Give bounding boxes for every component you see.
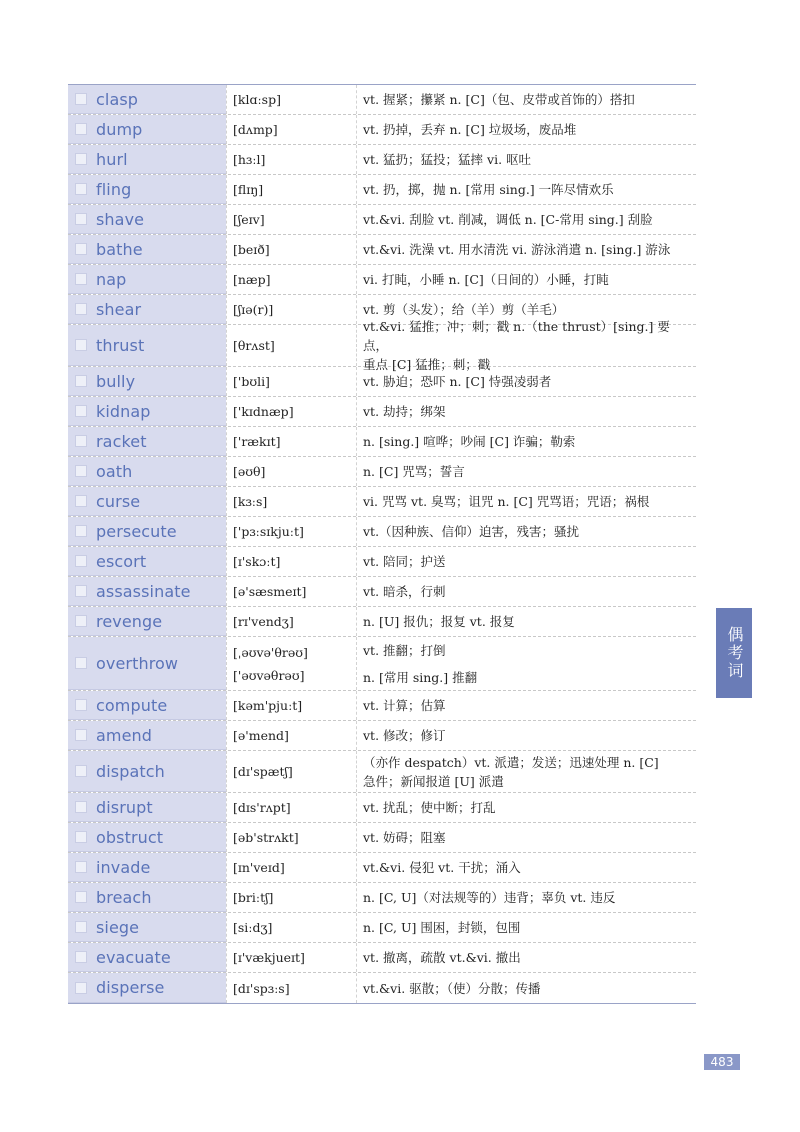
vocab-row-overthrow [68, 637, 696, 691]
phonetic-cell [226, 145, 356, 174]
definition-continued: n. [常用 sing.] 推翻 [363, 669, 478, 685]
phonetic: [rɪ'vendʒ] [233, 614, 294, 629]
definition: vt. 撤离，疏散 vt.&vi. 撤出 [363, 950, 521, 965]
word-cell [68, 367, 226, 396]
definition: n. [sing.] 喧哗；吵闹 [C] 诈骗；勒索 [363, 434, 576, 449]
checkbox[interactable] [75, 861, 87, 873]
phonetic: [əb'strʌkt] [233, 830, 299, 845]
phonetic-cell [226, 607, 356, 636]
headword: dump [96, 119, 143, 139]
definition-cell [356, 319, 696, 372]
vocab-row-disperse [68, 973, 696, 1003]
vocab-row-disrupt [68, 793, 696, 823]
word-cell [68, 487, 226, 516]
checkbox[interactable] [75, 495, 87, 507]
word-cell [68, 145, 226, 174]
phonetic: ['bʊli] [233, 374, 270, 389]
phonetic: [ʃɪə(r)] [233, 302, 274, 317]
headword: assassinate [96, 581, 191, 601]
phonetic: [θrʌst] [233, 338, 275, 353]
phonetic-cell [226, 751, 356, 792]
phonetic-alt: ['əʊvəθrəʊ] [233, 667, 305, 683]
phonetic-cell [226, 85, 356, 114]
phonetic: ['rækɪt] [233, 434, 281, 449]
checkbox[interactable] [75, 699, 87, 711]
phonetic: ['kɪdnæp] [233, 404, 294, 419]
checkbox[interactable] [75, 243, 87, 255]
phonetic: [beɪð] [233, 242, 270, 257]
phonetic-cell [226, 973, 356, 1003]
word-cell [68, 793, 226, 822]
headword: compute [96, 695, 168, 715]
page-number: 483 [704, 1054, 740, 1070]
definition: vt. 猛扔；猛投；猛摔 vi. 呕吐 [363, 152, 532, 167]
phonetic-cell [226, 517, 356, 546]
word-cell [68, 691, 226, 720]
definition: vt. 推翻；打倒 [363, 642, 446, 658]
vocab-row-curse [68, 487, 696, 517]
definition-cell [356, 115, 696, 144]
phonetic: [dɪ'spɜːs] [233, 980, 290, 996]
headword: persecute [96, 521, 177, 541]
phonetic-cell [226, 883, 356, 912]
phonetic-cell [226, 235, 356, 264]
vocab-row-evacuate [68, 943, 696, 973]
definition-cell [356, 487, 696, 516]
vocab-row-obstruct [68, 823, 696, 853]
word-cell [68, 943, 226, 972]
phonetic-cell [226, 115, 356, 144]
vocab-row-thrust [68, 319, 696, 372]
phonetic-cell [226, 457, 356, 486]
phonetic-cell [226, 721, 356, 750]
definition-cell [356, 721, 696, 750]
definition: vt. 扔，掷，抛 n. [常用 sing.] 一阵尽情欢乐 [363, 182, 614, 197]
definition: vt. 陪同；护送 [363, 554, 446, 569]
headword: evacuate [96, 947, 171, 967]
word-cell [68, 547, 226, 576]
headword: clasp [96, 89, 139, 109]
definition: vt. 胁迫；恐吓 n. [C] 恃强凌弱者 [363, 374, 552, 389]
checkbox[interactable] [75, 303, 87, 315]
definition-cell [356, 457, 696, 486]
vocab-row-fling [68, 175, 696, 205]
headword: escort [96, 551, 147, 571]
phonetic: [næp] [233, 272, 271, 287]
phonetic: [ɪn'veɪd] [233, 860, 285, 875]
phonetic-cell [226, 577, 356, 606]
definition: vt. 扔掉，丢弃 n. [C] 垃圾场，废品堆 [363, 122, 577, 137]
checkbox[interactable] [75, 339, 87, 351]
phonetic-cell [226, 853, 356, 882]
section-tab[interactable]: 偶考词 [716, 608, 752, 698]
checkbox[interactable] [75, 951, 87, 963]
phonetic: [dɪs'rʌpt] [233, 800, 291, 815]
word-cell [68, 115, 226, 144]
definition: vt. 剪（头发）；给（羊）剪（羊毛） [363, 302, 565, 317]
headword: siege [96, 917, 140, 937]
headword: shear [96, 299, 142, 319]
phonetic-cell [226, 691, 356, 720]
phonetic-cell [226, 547, 356, 576]
headword: obstruct [96, 827, 164, 847]
definition-cell [356, 397, 696, 426]
phonetic-cell [226, 637, 356, 690]
vocab-row-siege [68, 913, 696, 943]
word-cell [68, 235, 226, 264]
phonetic: [ˌəʊvə'θrəʊ] [233, 644, 308, 660]
word-cell [68, 913, 226, 942]
definition-cell [356, 973, 696, 1003]
definition: vt.&vi. 刮脸 vt. 削减，调低 n. [C-常用 sing.] 刮脸 [363, 212, 653, 227]
vocab-row-clasp [68, 85, 696, 115]
word-cell [68, 607, 226, 636]
word-cell [68, 265, 226, 294]
phonetic: [ɪ'skɔːt] [233, 554, 281, 569]
phonetic-cell [226, 943, 356, 972]
definition-cell [356, 637, 696, 690]
phonetic: [flɪŋ] [233, 182, 264, 197]
word-cell [68, 577, 226, 606]
definition-cell [356, 913, 696, 942]
phonetic: [hɜːl] [233, 152, 266, 167]
phonetic-cell [226, 793, 356, 822]
checkbox[interactable] [75, 765, 87, 777]
vocab-row-amend [68, 721, 696, 751]
definition-cell [356, 235, 696, 264]
phonetic: [briːtʃ] [233, 890, 274, 905]
checkbox[interactable] [75, 801, 87, 813]
vocab-row-compute [68, 691, 696, 721]
headword: shave [96, 209, 145, 229]
phonetic: ['pɜːsɪkjuːt] [233, 524, 304, 539]
headword: dispatch [96, 761, 165, 781]
definition-cell [356, 85, 696, 114]
checkbox[interactable] [75, 657, 87, 669]
phonetic: [siːdʒ] [233, 920, 273, 935]
definition: n. [C, U]（对法规等的）违背；辜负 vt. 违反 [363, 890, 616, 905]
word-cell [68, 295, 226, 324]
word-cell [68, 205, 226, 234]
definition-cell [356, 607, 696, 636]
phonetic: [ʃeɪv] [233, 212, 265, 227]
checkbox[interactable] [75, 729, 87, 741]
phonetic-cell [226, 823, 356, 852]
headword: breach [96, 887, 152, 907]
vocab-row-kidnap [68, 397, 696, 427]
definition-cell [356, 691, 696, 720]
definition-cell [356, 883, 696, 912]
headword: invade [96, 857, 151, 877]
word-cell [68, 721, 226, 750]
phonetic: [əʊθ] [233, 464, 266, 479]
headword: amend [96, 725, 153, 745]
vocab-row-escort [68, 547, 696, 577]
word-cell [68, 973, 226, 1003]
definition-continued: 急件；新闻报道 [U] 派遣 [363, 773, 504, 789]
headword: overthrow [96, 653, 179, 673]
definition: vt. 握紧；攥紧 n. [C]（包、皮带或首饰的）搭扣 [363, 92, 635, 107]
checkbox[interactable] [75, 123, 87, 135]
word-cell [68, 175, 226, 204]
headword: hurl [96, 149, 128, 169]
vocab-row-revenge [68, 607, 696, 637]
word-cell [68, 457, 226, 486]
phonetic: [ə'sæsmeɪt] [233, 584, 307, 599]
vocab-row-hurl [68, 145, 696, 175]
phonetic-cell [226, 205, 356, 234]
definition: （亦作 despatch）vt. 派遣；发送；迅速处理 n. [C] [363, 754, 659, 770]
phonetic: [dʌmp] [233, 122, 278, 137]
phonetic: [kəm'pjuːt] [233, 698, 303, 713]
checkbox[interactable] [75, 982, 87, 994]
definition: vi. 咒骂 vt. 臭骂；诅咒 n. [C] 咒骂语；咒语；祸根 [363, 494, 650, 509]
definition: vt. 暗杀，行刺 [363, 584, 446, 599]
headword: revenge [96, 611, 163, 631]
phonetic: [kɜːs] [233, 494, 268, 509]
vocab-row-bathe [68, 235, 696, 265]
checkbox[interactable] [75, 153, 87, 165]
checkbox[interactable] [75, 93, 87, 105]
definition-cell [356, 145, 696, 174]
word-cell [68, 823, 226, 852]
checkbox[interactable] [75, 465, 87, 477]
word-cell [68, 637, 226, 690]
vocab-row-racket [68, 427, 696, 457]
definition: n. [U] 报仇；报复 vt. 报复 [363, 614, 515, 629]
checkbox[interactable] [75, 585, 87, 597]
phonetic: [ə'mend] [233, 728, 289, 743]
vocab-row-invade [68, 853, 696, 883]
vocab-row-assassinate [68, 577, 696, 607]
definition-cell [356, 427, 696, 456]
phonetic-cell [226, 295, 356, 324]
checkbox[interactable] [75, 183, 87, 195]
headword: fling [96, 179, 132, 199]
vocab-row-oath [68, 457, 696, 487]
vocab-row-dispatch [68, 751, 696, 793]
vocabulary-table [68, 84, 696, 1004]
phonetic-cell [226, 367, 356, 396]
vocab-row-nap [68, 265, 696, 295]
checkbox[interactable] [75, 831, 87, 843]
headword: disrupt [96, 797, 153, 817]
definition: vt. 修改；修订 [363, 728, 446, 743]
definition: vt. 妨碍；阻塞 [363, 830, 446, 845]
vocab-row-shave [68, 205, 696, 235]
phonetic-cell [226, 265, 356, 294]
vocab-row-persecute [68, 517, 696, 547]
definition-cell [356, 547, 696, 576]
definition-continued: 重点 [C] 猛推；刺；戳 [363, 357, 491, 372]
headword: bathe [96, 239, 143, 259]
checkbox[interactable] [75, 273, 87, 285]
checkbox[interactable] [75, 525, 87, 537]
definition: n. [C] 咒骂；誓言 [363, 464, 465, 479]
definition-cell [356, 367, 696, 396]
vocab-row-dump [68, 115, 696, 145]
definition-cell [356, 853, 696, 882]
headword: nap [96, 269, 127, 289]
phonetic-cell [226, 487, 356, 516]
definition-cell [356, 205, 696, 234]
word-cell [68, 751, 226, 792]
word-cell [68, 517, 226, 546]
checkbox[interactable] [75, 555, 87, 567]
word-cell [68, 427, 226, 456]
checkbox[interactable] [75, 213, 87, 225]
definition-cell [356, 517, 696, 546]
vocab-row-bully [68, 367, 696, 397]
word-cell [68, 325, 226, 366]
headword: thrust [96, 335, 145, 355]
headword: kidnap [96, 401, 151, 421]
definition: vt.（因种族、信仰）迫害，残害；骚扰 [363, 524, 580, 539]
checkbox[interactable] [75, 405, 87, 417]
checkbox[interactable] [75, 615, 87, 627]
definition-cell [356, 823, 696, 852]
definition-cell [356, 175, 696, 204]
word-cell [68, 397, 226, 426]
word-cell [68, 85, 226, 114]
phonetic: [ɪ'vækjueɪt] [233, 950, 305, 965]
checkbox[interactable] [75, 891, 87, 903]
phonetic: [klɑːsp] [233, 92, 281, 107]
headword: bully [96, 371, 136, 391]
vocab-row-breach [68, 883, 696, 913]
definition-cell [356, 751, 696, 792]
phonetic: [dɪ'spætʃ] [233, 764, 293, 779]
phonetic-cell [226, 397, 356, 426]
definition: vt. 扰乱；使中断；打乱 [363, 800, 496, 815]
definition: vt. 劫持；绑架 [363, 404, 446, 419]
checkbox[interactable] [75, 435, 87, 447]
definition: vi. 打盹，小睡 n. [C]（日间的）小睡，打盹 [363, 272, 609, 287]
headword: disperse [96, 978, 165, 997]
word-cell [68, 853, 226, 882]
definition-cell [356, 793, 696, 822]
headword: oath [96, 461, 133, 481]
checkbox[interactable] [75, 921, 87, 933]
phonetic-cell [226, 427, 356, 456]
definition: vt.&vi. 驱散；（使）分散；传播 [363, 980, 541, 996]
definition-cell [356, 265, 696, 294]
headword: racket [96, 431, 147, 451]
definition: vt.&vi. 猛推；冲；刺；戳 n.（the thrust）[sing.] 要点， [363, 319, 670, 353]
definition-cell [356, 943, 696, 972]
word-cell [68, 883, 226, 912]
definition: vt.&vi. 侵犯 vt. 干扰；涌入 [363, 860, 521, 875]
phonetic-cell [226, 913, 356, 942]
phonetic-cell [226, 325, 356, 366]
definition: vt.&vi. 洗澡 vt. 用水清洗 vi. 游泳消遣 n. [sing.] 游泳 [363, 242, 671, 257]
definition: vt. 计算；估算 [363, 698, 446, 713]
checkbox[interactable] [75, 375, 87, 387]
phonetic-cell [226, 175, 356, 204]
definition-cell [356, 577, 696, 606]
definition: n. [C, U] 围困，封锁，包围 [363, 920, 521, 935]
headword: curse [96, 491, 141, 511]
